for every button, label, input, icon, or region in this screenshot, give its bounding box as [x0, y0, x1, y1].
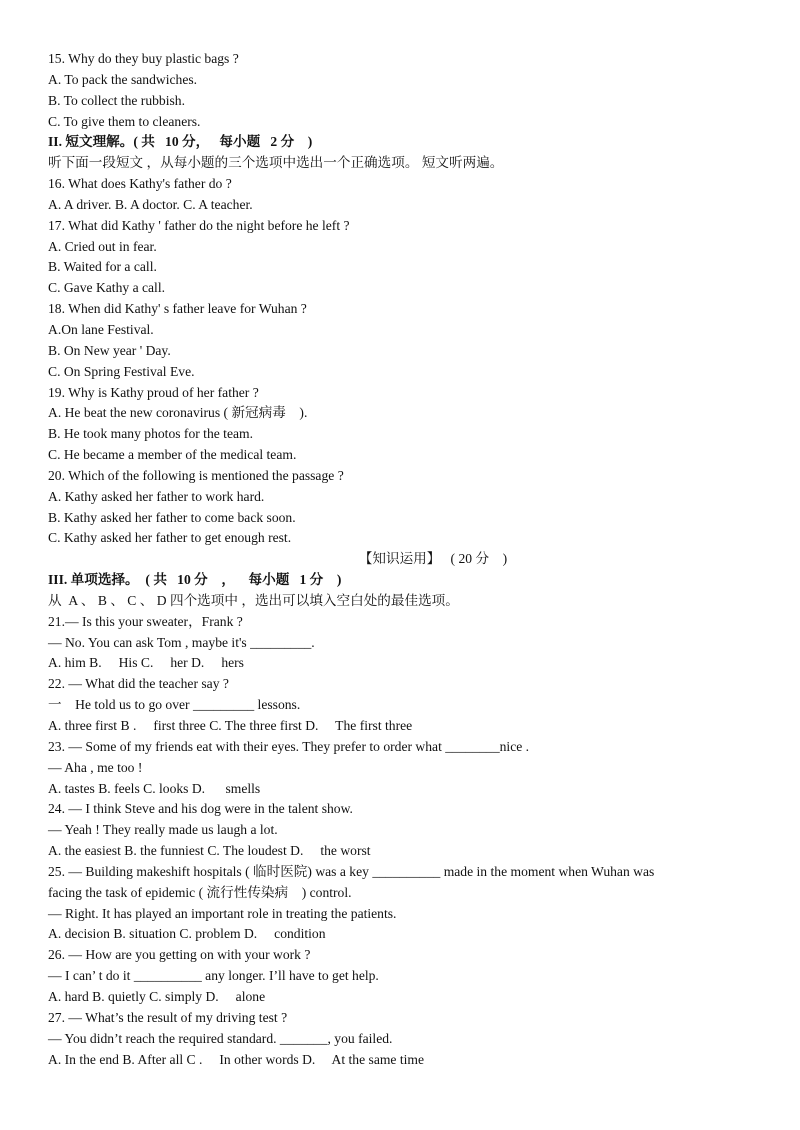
part-heading: 【知识运用】 ( 20 分 ) — [358, 551, 508, 567]
text-line: C. Gave Kathy a call. — [48, 280, 166, 296]
text-line: A. A driver. B. A doctor. C. A teacher. — [48, 196, 253, 212]
text-line: — Right. It has played an important role in treating the patients. — [48, 905, 397, 921]
text-line: 听下面一段短文 ，从每小题的三个选项中选出一个正确选项。 短文听两遍。 — [48, 155, 504, 171]
text-line: — You didn’t reach the required standard. _______, you failed. — [48, 1030, 393, 1046]
text-line: A. decision B. situation C. problem D. condition — [48, 926, 326, 942]
text-line: A. Cried out in fear. — [48, 238, 157, 254]
text-line: 23. — Some of my friends eat with their eyes. They prefer to order what ________nice . — [48, 738, 530, 754]
text-line: 16. What does Kathy's father do ? — [48, 176, 232, 192]
text-line: 20. Which of the following is mentioned the passage ? — [48, 467, 344, 483]
text-line: A. To pack the sandwiches. — [48, 71, 198, 87]
text-line: — I can’ t do it __________ any longer. I’ll have to get help. — [48, 968, 379, 984]
text-line: — No. You can ask Tom , maybe it's _________. — [48, 634, 315, 650]
text-line: B. Waited for a call. — [48, 259, 157, 275]
text-line: B. Kathy asked her father to come back soon. — [48, 509, 296, 525]
exam-page — [48, 49, 748, 1070]
text-line: C. Kathy asked her father to get enough rest. — [48, 530, 292, 546]
text-line: 25. — Building makeshift hospitals ( 临时医院) was a key __________ made in the moment when Wuhan was — [48, 863, 655, 879]
text-line: A. hard B. quietly C. simply D. alone — [48, 988, 266, 1004]
text-line: — Yeah ! They really made us laugh a lot. — [48, 822, 278, 838]
text-line: A. He beat the new coronavirus ( 新冠病毒 ). — [48, 405, 308, 421]
text-line: 从 A 、 B 、 C 、 D 四个选项中 ，选出可以填入空白处的最佳选项。 — [48, 592, 459, 608]
text-line: 27. — What’s the result of my driving test ? — [48, 1009, 288, 1025]
text-line: A. In the end B. After all C . In other words D. At the same time — [48, 1051, 425, 1067]
text-line: 26. — How are you getting on with your work ? — [48, 947, 311, 963]
text-line: B. On New year ' Day. — [48, 342, 171, 358]
text-line: 22. — What did the teacher say ? — [48, 676, 229, 692]
text-line: C. To give them to cleaners. — [48, 113, 201, 129]
section-heading: III. 单项选择。 ( 共 10 分 ， 每小题 1 分 ) — [48, 572, 342, 588]
text-line: 17. What did Kathy ' father do the night before he left ? — [48, 217, 350, 233]
text-line: 21.— Is this your sweater，Frank ? — [48, 613, 243, 629]
text-line: 19. Why is Kathy proud of her father ? — [48, 384, 259, 400]
text-line: A. the easiest B. the funniest C. The loudest D. the worst — [48, 843, 371, 859]
text-line: A.On lane Festival. — [48, 321, 154, 337]
text-line: A. Kathy asked her father to work hard. — [48, 488, 265, 504]
text-line: 一 He told us to go over _________ lessons. — [48, 697, 301, 713]
text-line: 15. Why do they buy plastic bags ? — [48, 51, 239, 66]
text-line: facing the task of epidemic ( 流行性传染病 ) control. — [48, 884, 352, 900]
text-line: 18. When did Kathy' s father leave for Wuhan ? — [48, 301, 307, 317]
text-line: 24. — I think Steve and his dog were in the talent show. — [48, 801, 353, 817]
text-line: C. On Spring Festival Eve. — [48, 363, 195, 379]
text-line: — Aha , me too ! — [48, 759, 143, 775]
text-line: B. He took many photos for the team. — [48, 426, 254, 442]
text-line: A. him B. His C. her D. hers — [48, 655, 244, 671]
text-line: A. three first B . first three C. The three first D. The first three — [48, 718, 413, 733]
text-line: C. He became a member of the medical team. — [48, 447, 297, 463]
text-line: A. tastes B. feels C. looks D. smells — [48, 780, 261, 796]
text-line: B. To collect the rubbish. — [48, 92, 185, 108]
section-heading: II. 短文理解。( 共 10 分， 每小题 2 分 ) — [48, 134, 313, 150]
